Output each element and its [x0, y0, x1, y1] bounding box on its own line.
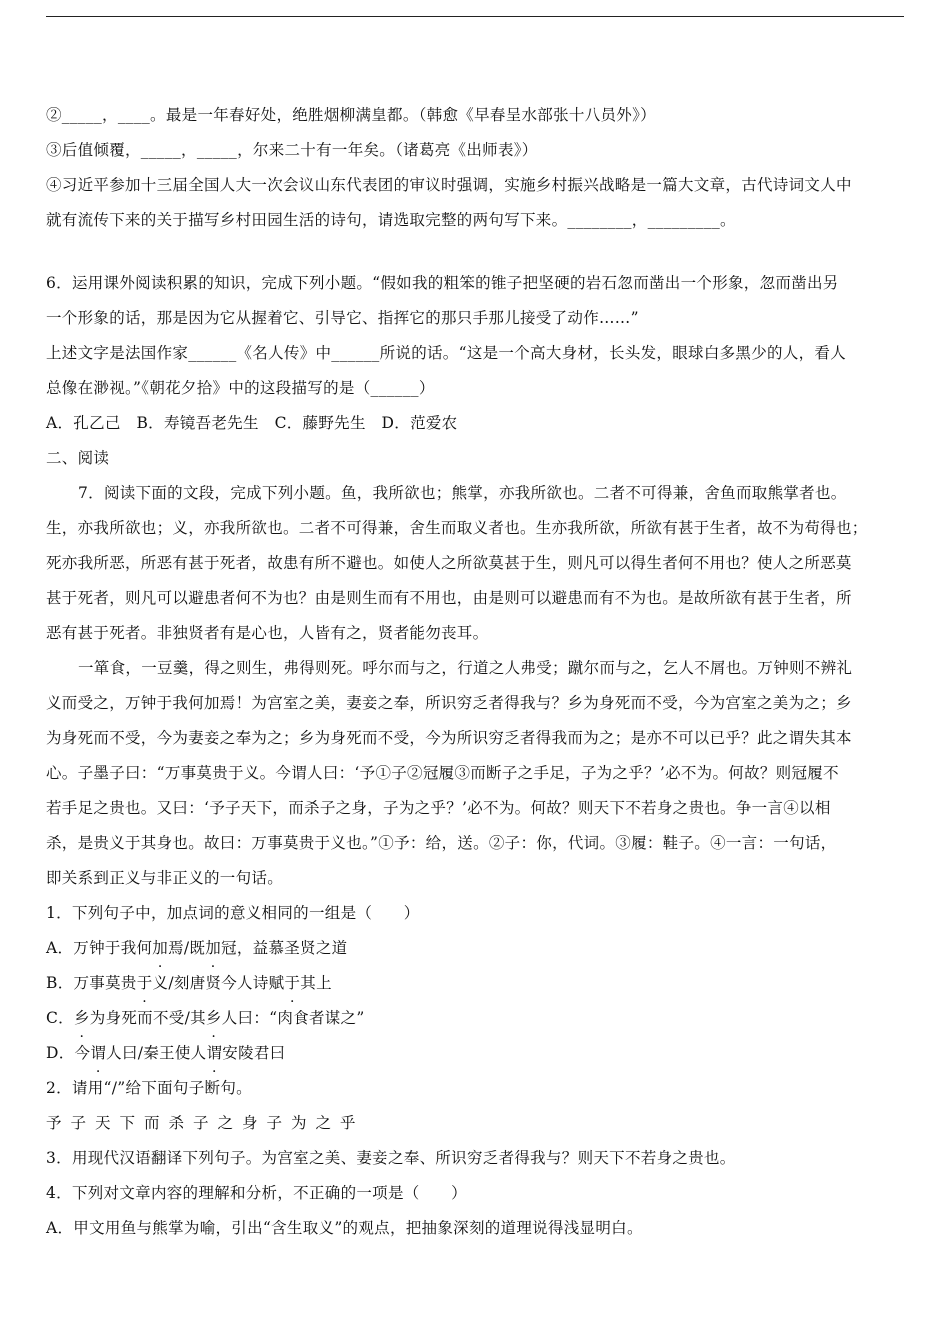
- passage-p2-line: 心。子墨子曰：“万事莫贵于义。今谓人曰：‘予①子②冠履③而断子之手足，子为之乎？’必不为。何故？则冠履不: [46, 764, 839, 782]
- passage-p2-line: 杀，是贵义于其身也。故曰：万事莫贵于义也。”①予：给，送。②子：你，代词。③履：鞋子。④一言：一句话，: [46, 834, 837, 852]
- passage-p1-line: 甚于死者，则凡可以避患者何不为也？由是则生而有不用也，由是则可以避患而有不为也。是故所欲有甚于生者，所: [46, 589, 852, 607]
- spacer: [46, 238, 908, 266]
- top-rule: [46, 16, 904, 17]
- dotted-word: 乡: [73, 1009, 90, 1027]
- q5-line-3: ③后值倾覆，_____，_____，尔来二十有一年矣。（诸葛亮《出师表》）: [46, 141, 538, 159]
- dotted-word: 谓: [206, 1044, 223, 1062]
- dotted-word: 乡: [205, 1009, 222, 1027]
- question-2-sentence: 予子天下而杀子之身子为之乎: [46, 1114, 365, 1132]
- question-3: 3．用现代汉语翻译下列句子。为宫室之美、妻妾之奉、所识穷乏者得我与？则天下不若身之贵也。: [46, 1149, 736, 1167]
- passage-p1-line: 生，亦我所欲也；义，亦我所欲也。二者不可得兼，舍生而取义者也。生亦我所欲，所欲有甚于生者，故不为苟得也；: [46, 519, 868, 537]
- dotted-word: 加: [205, 939, 222, 957]
- question-1-option-a: A．万钟于我何加焉/既加冠，益慕圣贤之道: [46, 939, 348, 957]
- passage-p1-line: 7．阅读下面的文段，完成下列小题。鱼，我所欲也；熊掌，亦我所欲也。二者不可得兼，舍鱼而取熊掌者也。: [78, 484, 847, 502]
- passage-p1-line: 死亦我所恶，所恶有甚于死者，故患有所不避也。如使人之所欲莫甚于生，则凡可以得生者何不用也？使人之所恶莫: [46, 554, 852, 572]
- q6-line-4: 总像在渺视。”《朝花夕拾》中的这段描写的是（______）: [46, 379, 435, 397]
- question-1-option-b: B．万事莫贵于义/刻唐贤今人诗赋于其上: [46, 974, 332, 992]
- passage-p2-line: 若手足之贵也。又曰：‘予子天下，而杀子之身，子为之乎？’必不为。何故？则天下不若身之贵也。争一言④以相: [46, 799, 831, 817]
- question-1: 1．下列句子中，加点词的意义相同的一组是（ ）: [46, 904, 420, 922]
- passage-p2-line: 一箪食，一豆羹，得之则生，弗得则死。呼尔而与之，行道之人弗受；蹴尔而与之，乞人不屑也。万钟则不辨礼: [78, 659, 853, 677]
- passage-p2-line: 为身死而不受，今为妻妾之奉为之；乡为身死而不受，今为所识穷乏者得我而为之；是亦不可以已乎？此之谓失其本: [46, 729, 852, 747]
- q6-options: A．孔乙己 B．寿镜吾老先生 C．藤野先生 D．范爱农: [46, 414, 458, 432]
- q5-line-4a: ④习近平参加十三届全国人大一次会议山东代表团的审议时强调，实施乡村振兴战略是一篇大文章，古代诗词文人中: [46, 176, 852, 194]
- passage-p2-line: 即关系到正义与非正义的一句话。: [46, 869, 284, 887]
- passage-p2-line: 义而受之，万钟于我何加焉！为宫室之美，妻妾之奉，所识穷乏者得我与？乡为身死而不受，今为宫室之美为之；乡: [46, 694, 852, 712]
- question-2: 2．请用“/”给下面句子断句。: [46, 1079, 252, 1097]
- dotted-word: 于: [284, 974, 301, 992]
- question-4: 4．下列对文章内容的理解和分析，不正确的一项是（ ）: [46, 1184, 467, 1202]
- dotted-word: 谓: [90, 1044, 107, 1062]
- q5-line-4b: 就有流传下来的关于描写乡村田园生活的诗句，请选取完整的两句写下来。________，_________。: [46, 211, 736, 229]
- q6-line-3: 上述文字是法国作家______《名人传》中______所说的话。“这是一个高大身材，长头发，眼球白多黑少的人，看人: [46, 344, 847, 362]
- question-4-option-a: A．甲文用鱼与熊掌为喻，引出“含生取义”的观点，把抽象深刻的道理说得浅显明白。: [46, 1219, 643, 1237]
- q6-line-2: 一个形象的话，那是因为它从握着它、引导它、指挥它的那只手那儿接受了动作……”: [46, 309, 639, 327]
- q6-line-1: 6．运用课外阅读积累的知识，完成下列小题。“假如我的粗笨的锥子把坚硬的岩石忽而凿出一个形象，忽而凿出另: [46, 274, 839, 292]
- document-body: [46, 98, 908, 1246]
- question-1-option-d: D．今谓人曰/秦王使人谓安陵君曰: [46, 1044, 286, 1062]
- dotted-word: 于: [136, 974, 153, 992]
- passage-p1-line: 恶有甚于死者。非独贤者有是心也，人皆有之，贤者能勿丧耳。: [46, 624, 489, 642]
- question-1-option-c: C．乡为身死而不受/其乡人曰：“肉食者谋之”: [46, 1009, 365, 1027]
- section-heading: 二、阅读: [46, 449, 110, 467]
- q5-line-2: ②_____，____。最是一年春好处，绝胜烟柳满皇都。（韩愈《早春呈水部张十八员外》）: [46, 106, 656, 124]
- dotted-word: 加: [152, 939, 169, 957]
